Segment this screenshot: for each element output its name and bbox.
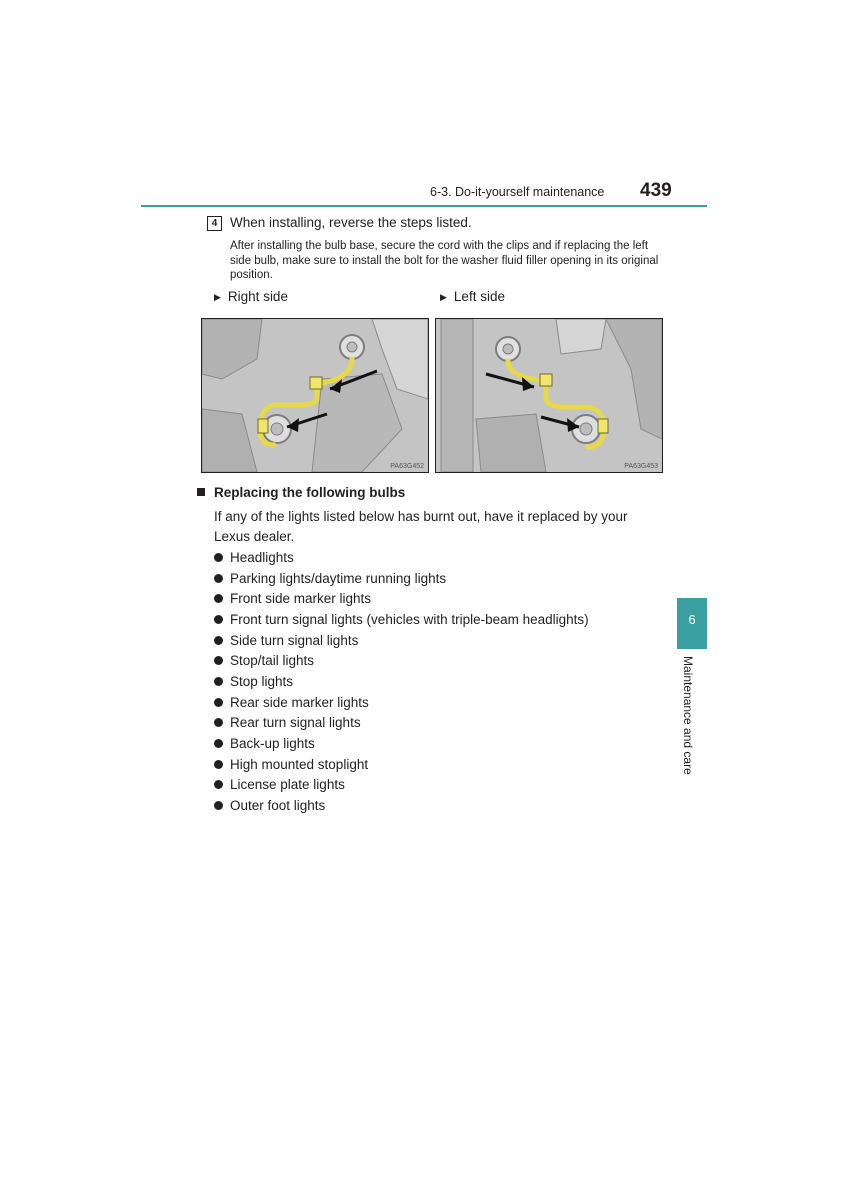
bullet-icon bbox=[214, 760, 223, 769]
bullet-icon bbox=[214, 698, 223, 707]
list-item bbox=[214, 775, 589, 796]
bullet-icon bbox=[214, 553, 223, 562]
step-text: When installing, reverse the steps listed. bbox=[230, 215, 472, 230]
section-body: If any of the lights listed below has burnt out, have it replaced by your Lexus dealer. bbox=[214, 509, 628, 544]
figure-label-right bbox=[214, 289, 288, 304]
figure-label-left-text: Left side bbox=[453, 289, 505, 304]
chapter-tab: 6 bbox=[677, 598, 707, 649]
list-item bbox=[214, 630, 589, 651]
figure-label-right-text: Right side bbox=[227, 289, 288, 304]
header-rule bbox=[141, 205, 707, 207]
figure-code-left: PA63G453 bbox=[624, 463, 658, 470]
figure-right-side bbox=[201, 318, 429, 473]
list-item-text: Rear side marker lights bbox=[230, 694, 369, 710]
list-item-text: Headlights bbox=[230, 549, 294, 565]
list-item bbox=[214, 547, 589, 568]
step-note: After installing the bulb base, secure the cord with the clips and if replacing the left side bulb, make sure to install the bolt for the washer fluid filler opening in its original position. bbox=[230, 240, 659, 281]
list-item-text: Stop/tail lights bbox=[230, 653, 315, 669]
step-number-box: 4 bbox=[207, 216, 222, 231]
section-heading: Replacing the following bulbs bbox=[214, 485, 406, 500]
bulb-list bbox=[214, 547, 589, 816]
bullet-icon bbox=[214, 594, 223, 603]
engine-bay-illustration-left bbox=[436, 319, 662, 472]
list-item bbox=[214, 650, 589, 671]
figure-label-left bbox=[440, 289, 505, 304]
list-item-text: Stop lights bbox=[230, 673, 294, 689]
list-item-text: Outer foot lights bbox=[230, 798, 326, 814]
list-item bbox=[214, 671, 589, 692]
list-item bbox=[214, 692, 589, 713]
engine-bay-illustration-right bbox=[202, 319, 428, 472]
section-title: 6-3. Do-it-yourself maintenance bbox=[430, 185, 605, 199]
bullet-icon bbox=[214, 656, 223, 665]
list-item bbox=[214, 795, 589, 816]
list-item-text: Front turn signal lights (vehicles with triple-beam headlights) bbox=[230, 611, 589, 627]
figure-code-right: PA63G452 bbox=[390, 463, 424, 470]
bullet-icon bbox=[214, 739, 223, 748]
list-item-text: License plate lights bbox=[230, 777, 345, 793]
list-item bbox=[214, 733, 589, 754]
list-item bbox=[214, 568, 589, 589]
triangle-icon: ▶ bbox=[440, 292, 447, 302]
list-item bbox=[214, 588, 589, 609]
chapter-tab-label: Maintenance and care bbox=[681, 656, 695, 775]
list-item bbox=[214, 609, 589, 630]
list-item-text: Side turn signal lights bbox=[230, 632, 359, 648]
list-item-text: Rear turn signal lights bbox=[230, 715, 361, 731]
list-item bbox=[214, 754, 589, 775]
page-number: 439 bbox=[640, 180, 672, 201]
list-item bbox=[214, 713, 589, 734]
figure-left-side bbox=[435, 318, 663, 473]
bullet-icon bbox=[214, 615, 223, 624]
bullet-icon bbox=[214, 677, 223, 686]
bullet-icon bbox=[214, 801, 223, 810]
bullet-icon bbox=[214, 780, 223, 789]
list-item-text: Parking lights/daytime running lights bbox=[230, 570, 447, 586]
bullet-icon bbox=[214, 574, 223, 583]
list-item-text: Front side marker lights bbox=[230, 591, 372, 607]
triangle-icon: ▶ bbox=[214, 292, 221, 302]
bullet-icon bbox=[214, 636, 223, 645]
bullet-icon bbox=[214, 718, 223, 727]
section-square-icon bbox=[197, 488, 205, 496]
list-item-text: High mounted stoplight bbox=[230, 756, 369, 772]
list-item-text: Back-up lights bbox=[230, 736, 315, 752]
